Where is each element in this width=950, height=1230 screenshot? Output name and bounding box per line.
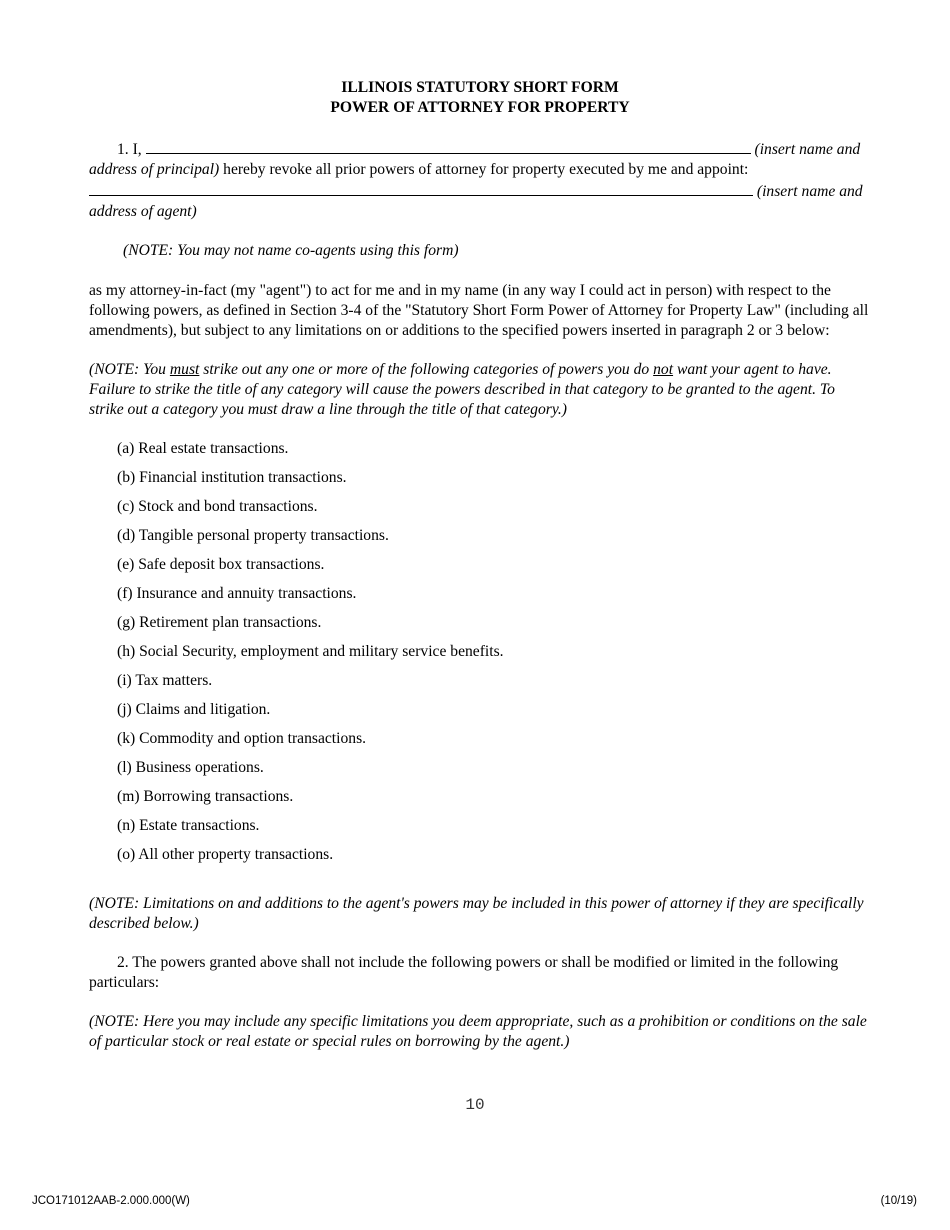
category-item[interactable]: (j) Claims and litigation. xyxy=(117,701,271,718)
paragraph-2: 2. The powers granted above shall not include the following powers or shall be modified or limited in the following particulars: xyxy=(89,954,839,991)
category-item[interactable]: (c) Stock and bond transactions. xyxy=(117,498,318,515)
note-strike-c: want your agent to have. Failure to strike the title of any category will cause the powers described in that category to be granted to the agent. To strike out a category you must draw a line through the title of that category.) xyxy=(89,361,835,418)
category-item[interactable]: (a) Real estate transactions. xyxy=(117,440,289,457)
note-strike-b: strike out any one or more of the following categories of powers you do xyxy=(199,361,654,378)
title-line-2: POWER OF ATTORNEY FOR PROPERTY xyxy=(330,99,630,116)
document-body xyxy=(89,78,871,1052)
principal-name-blank[interactable] xyxy=(146,138,751,154)
footer-page-of: (10/19) xyxy=(880,1195,917,1207)
insert-name-principal-b: and address of principal) xyxy=(89,141,861,178)
footer-doc-id: JCO171012AAB-2.000.000(W) xyxy=(32,1195,190,1207)
insert-name-agent-b: and address of agent) xyxy=(89,183,863,220)
insert-name-principal-a: (insert name xyxy=(754,141,833,158)
note-strike-not: not xyxy=(653,361,674,378)
category-item[interactable]: (n) Estate transactions. xyxy=(117,817,260,834)
agent-name-blank[interactable] xyxy=(89,180,753,196)
insert-name-agent-a: (insert name xyxy=(756,183,836,200)
category-item[interactable]: (o) All other property transactions. xyxy=(117,846,334,863)
paragraph-1 xyxy=(89,138,871,222)
para1-start: 1. I, xyxy=(117,141,142,158)
note-strike-a: (NOTE: You xyxy=(89,361,170,378)
category-item[interactable]: (f) Insurance and annuity transactions. xyxy=(117,585,357,602)
note-strike-must: must xyxy=(169,361,200,378)
category-item[interactable]: (d) Tangible personal property transactions. xyxy=(117,527,389,544)
power-categories-list xyxy=(89,439,871,874)
category-item[interactable]: (m) Borrowing transactions. xyxy=(117,788,294,805)
title-line-1: ILLINOIS STATUTORY SHORT FORM xyxy=(341,79,619,96)
para1-middle: hereby revoke all prior powers of attorney for property executed by me and appoint: xyxy=(223,161,749,178)
category-item[interactable]: (k) Commodity and option transactions. xyxy=(117,730,367,747)
note-coagents: (NOTE: You may not name co-agents using this form) xyxy=(123,242,459,259)
note-strike xyxy=(89,360,871,420)
category-item[interactable]: (l) Business operations. xyxy=(117,759,264,776)
category-item[interactable]: (i) Tax matters. xyxy=(117,672,213,689)
note-limitations: (NOTE: Limitations on and additions to the agent's powers may be included in this power of attorney if they are specifically described below.) xyxy=(89,895,864,932)
category-item[interactable]: (g) Retirement plan transactions. xyxy=(117,614,322,631)
category-item[interactable]: (h) Social Security, employment and military service benefits. xyxy=(117,643,504,660)
category-item[interactable]: (b) Financial institution transactions. xyxy=(117,469,347,486)
page-number: 10 xyxy=(465,1096,485,1114)
paragraph-powers: as my attorney-in-fact (my "agent") to act for me and in my name (in any way I could act in person) with respect to the following powers, as defined in Section 3‑4 of the "Statutory Short Form Power of Attorney for Property Law" (including all amendments), but subject to any limitations on or additions to the specified powers inserted in paragraph 2 or 3 below: xyxy=(89,282,869,339)
note-specific: (NOTE: Here you may include any specific limitations you deem appropriate, such as a prohibition or conditions on the sale of particular stock or real estate or special rules on borrowing by the agent.) xyxy=(89,1013,867,1050)
category-item[interactable]: (e) Safe deposit box transactions. xyxy=(117,556,325,573)
